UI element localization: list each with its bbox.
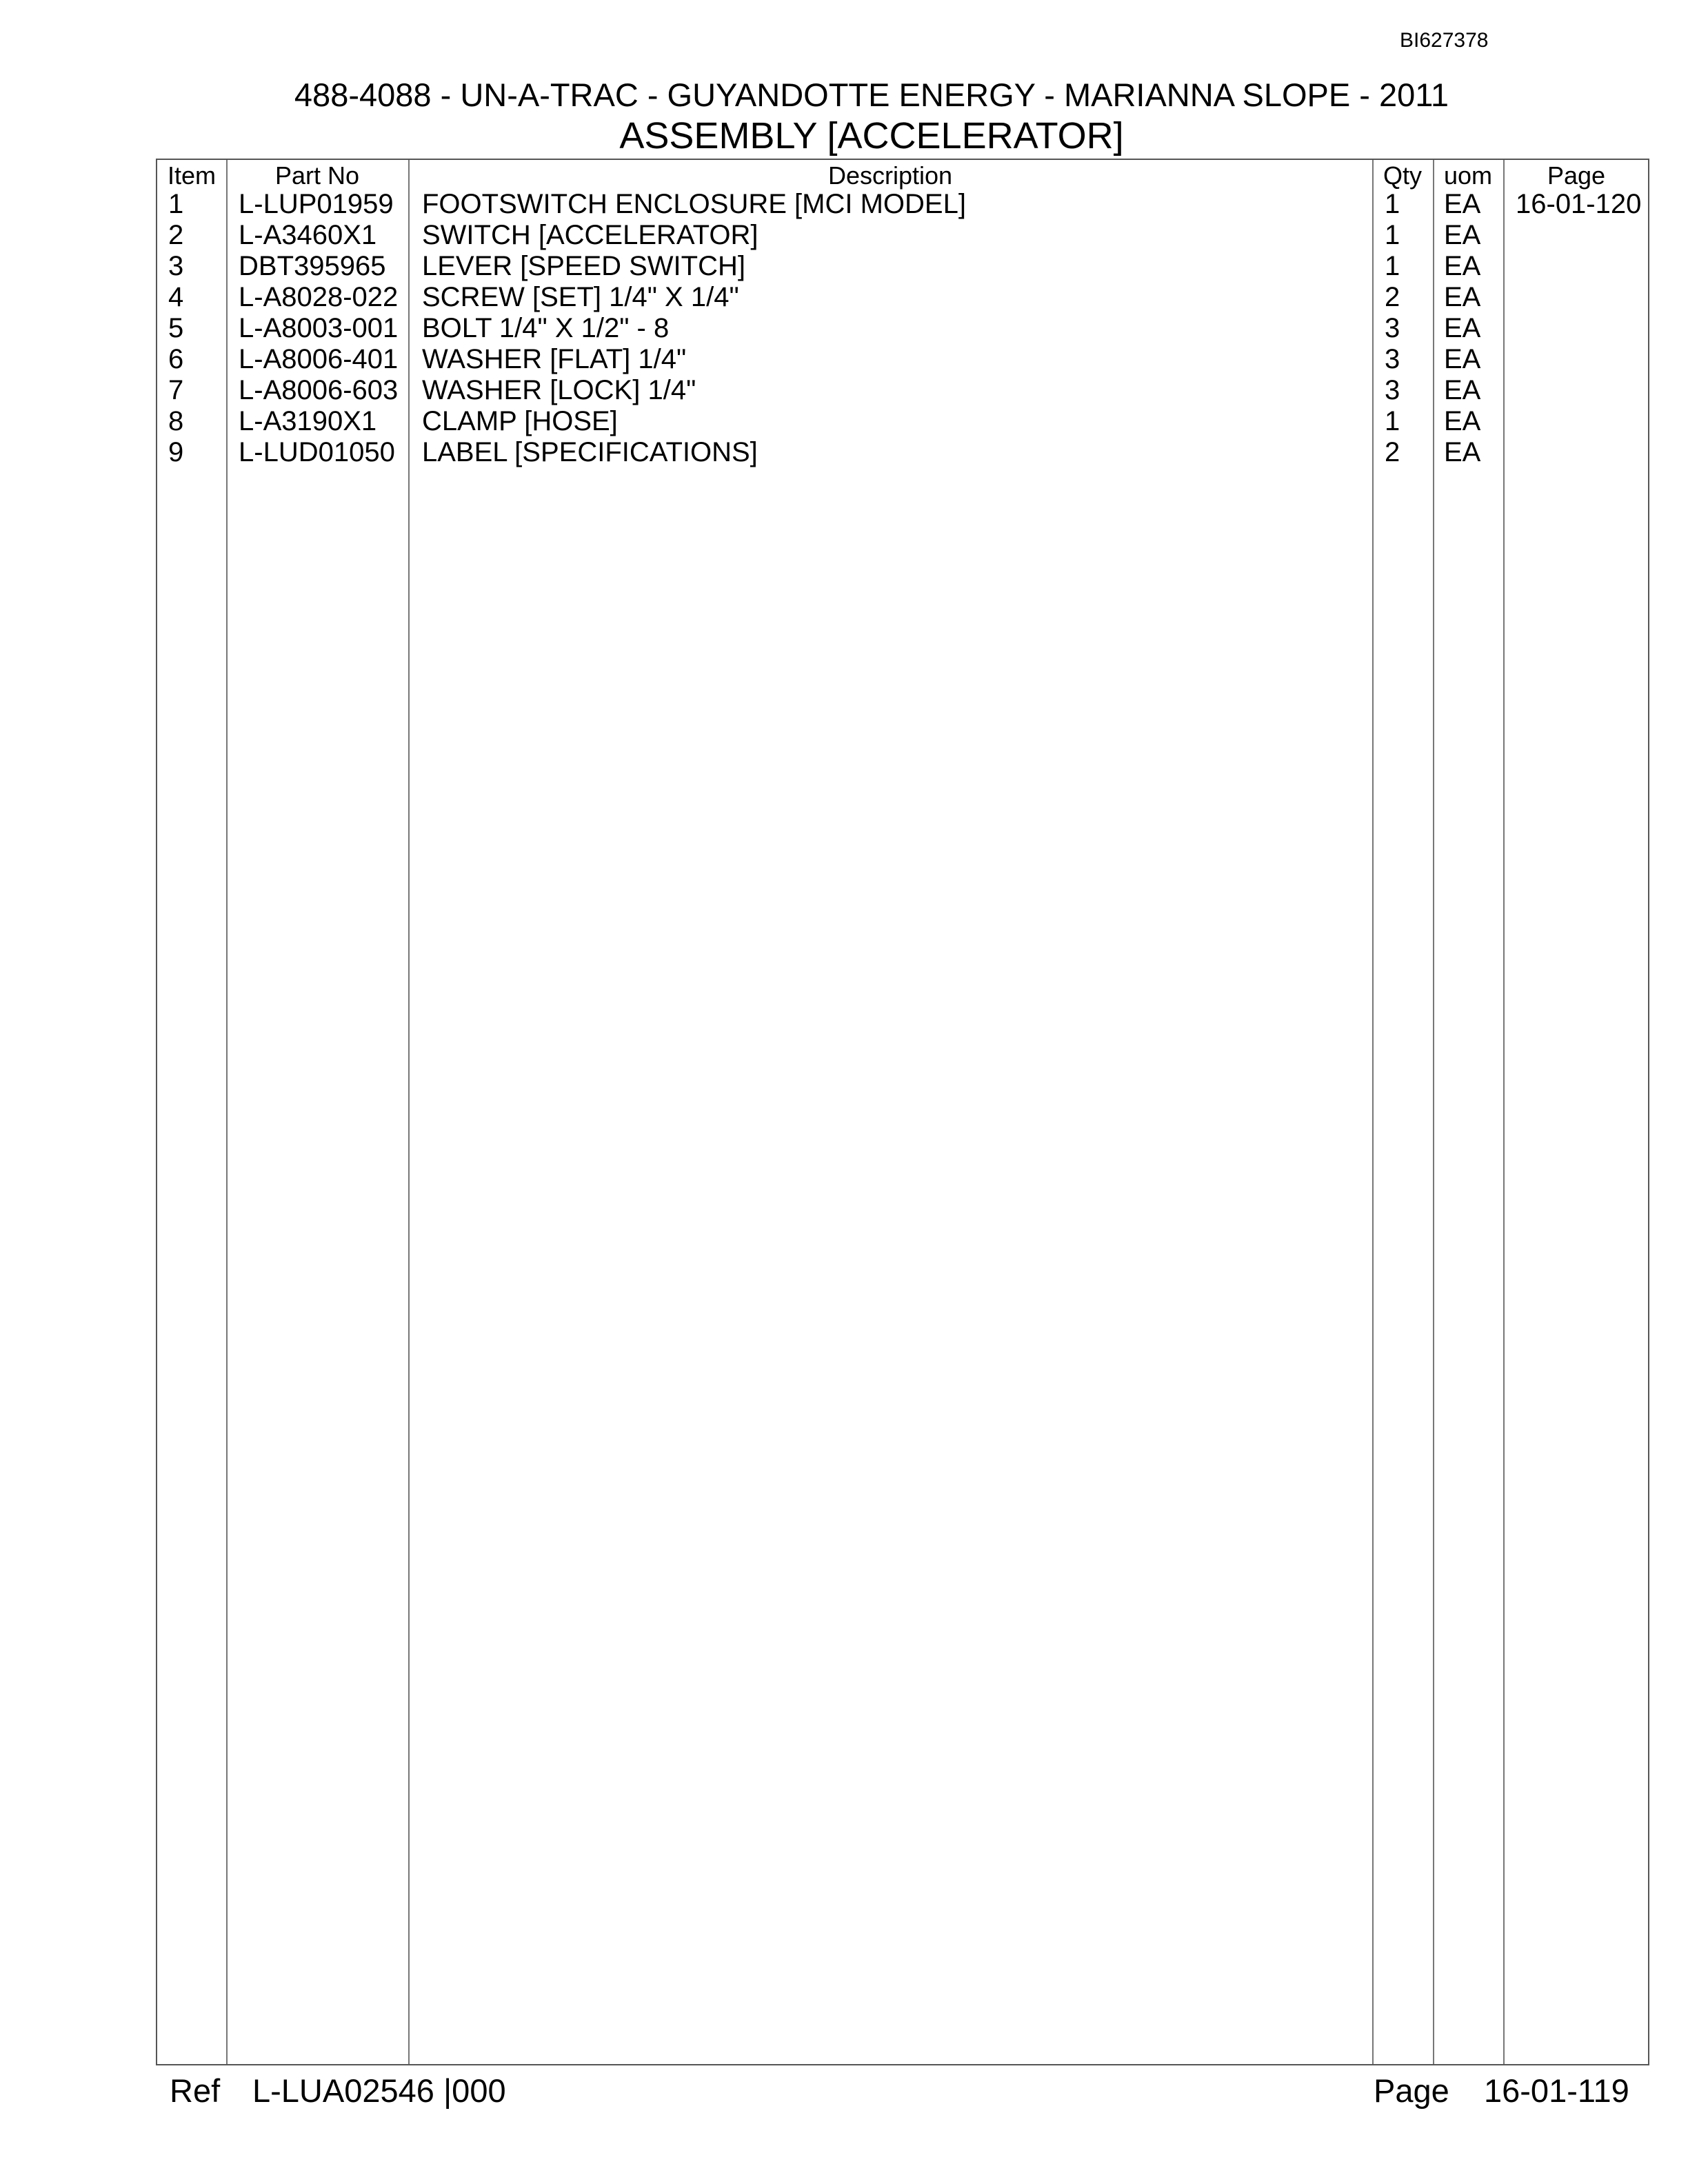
quantity: 1	[1385, 189, 1400, 219]
table-row	[157, 437, 1648, 468]
quantity: 2	[1385, 437, 1400, 467]
item-number: 9	[168, 437, 184, 467]
quantity: 3	[1385, 375, 1400, 405]
unit-of-measure: EA	[1444, 282, 1481, 312]
unit-of-measure: EA	[1444, 313, 1481, 343]
footer-ref-value: L-LUA02546 |000	[252, 2072, 506, 2109]
header-item: Item	[167, 161, 216, 190]
unit-of-measure: EA	[1444, 375, 1481, 405]
part-number: L-A8006-401	[239, 344, 399, 374]
item-number: 5	[168, 313, 184, 343]
part-description: WASHER [LOCK] 1/4"	[422, 375, 696, 405]
part-description: LABEL [SPECIFICATIONS]	[422, 437, 758, 467]
item-number: 3	[168, 251, 184, 281]
unit-of-measure: EA	[1444, 220, 1481, 250]
header-qty: Qty	[1383, 161, 1422, 190]
table-row	[157, 220, 1648, 251]
unit-of-measure: EA	[1444, 344, 1481, 374]
table-row	[157, 282, 1648, 313]
part-number: L-A3460X1	[239, 220, 377, 250]
unit-of-measure: EA	[1444, 406, 1481, 436]
quantity: 2	[1385, 282, 1400, 312]
item-number: 4	[168, 282, 184, 312]
page-reference: 16-01-120	[1516, 189, 1642, 219]
item-number: 7	[168, 375, 184, 405]
part-description: FOOTSWITCH ENCLOSURE [MCI MODEL]	[422, 189, 966, 219]
assembly-title: ASSEMBLY [ACCELERATOR]	[619, 115, 1124, 156]
table-row	[157, 189, 1648, 220]
table-row	[157, 313, 1648, 344]
part-description: WASHER [FLAT] 1/4"	[422, 344, 687, 374]
item-number: 6	[168, 344, 184, 374]
header-page: Page	[1547, 161, 1606, 190]
table-row	[157, 344, 1648, 375]
unit-of-measure: EA	[1444, 437, 1481, 467]
quantity: 1	[1385, 220, 1400, 250]
part-description: CLAMP [HOSE]	[422, 406, 618, 436]
part-description: LEVER [SPEED SWITCH]	[422, 251, 745, 281]
table-row	[157, 375, 1648, 406]
part-number: L-A8006-603	[239, 375, 399, 405]
unit-of-measure: EA	[1444, 251, 1481, 281]
part-description: SWITCH [ACCELERATOR]	[422, 220, 758, 250]
part-description: SCREW [SET] 1/4" X 1/4"	[422, 282, 739, 312]
item-number: 8	[168, 406, 184, 436]
header-uom: uom	[1443, 161, 1493, 190]
quantity: 3	[1385, 344, 1400, 374]
footer-page-value: 16-01-119	[1484, 2072, 1629, 2109]
footer-ref-label: Ref	[170, 2072, 221, 2109]
table-row	[157, 251, 1648, 282]
quantity: 1	[1385, 406, 1400, 436]
unit-of-measure: EA	[1444, 189, 1481, 219]
part-number: L-LUD01050	[239, 437, 395, 467]
header-part-no: Part No	[274, 161, 360, 190]
quantity: 3	[1385, 313, 1400, 343]
document-title: 488-4088 - UN-A-TRAC - GUYANDOTTE ENERGY - MARIANNA SLOPE - 2011	[294, 77, 1449, 113]
part-number: L-LUP01959	[239, 189, 394, 219]
parts-table	[156, 159, 1649, 2065]
part-number: DBT395965	[239, 251, 386, 281]
item-number: 1	[168, 189, 184, 219]
table-row	[157, 406, 1648, 437]
footer-page-label: Page	[1374, 2072, 1449, 2109]
quantity: 1	[1385, 251, 1400, 281]
part-number: L-A8028-022	[239, 282, 399, 312]
part-number: L-A8003-001	[239, 313, 399, 343]
item-number: 2	[168, 220, 184, 250]
part-number: L-A3190X1	[239, 406, 377, 436]
part-description: BOLT 1/4" X 1/2" - 8	[422, 313, 670, 343]
document-id: BI627378	[1400, 29, 1489, 52]
header-description: Description	[827, 161, 953, 190]
